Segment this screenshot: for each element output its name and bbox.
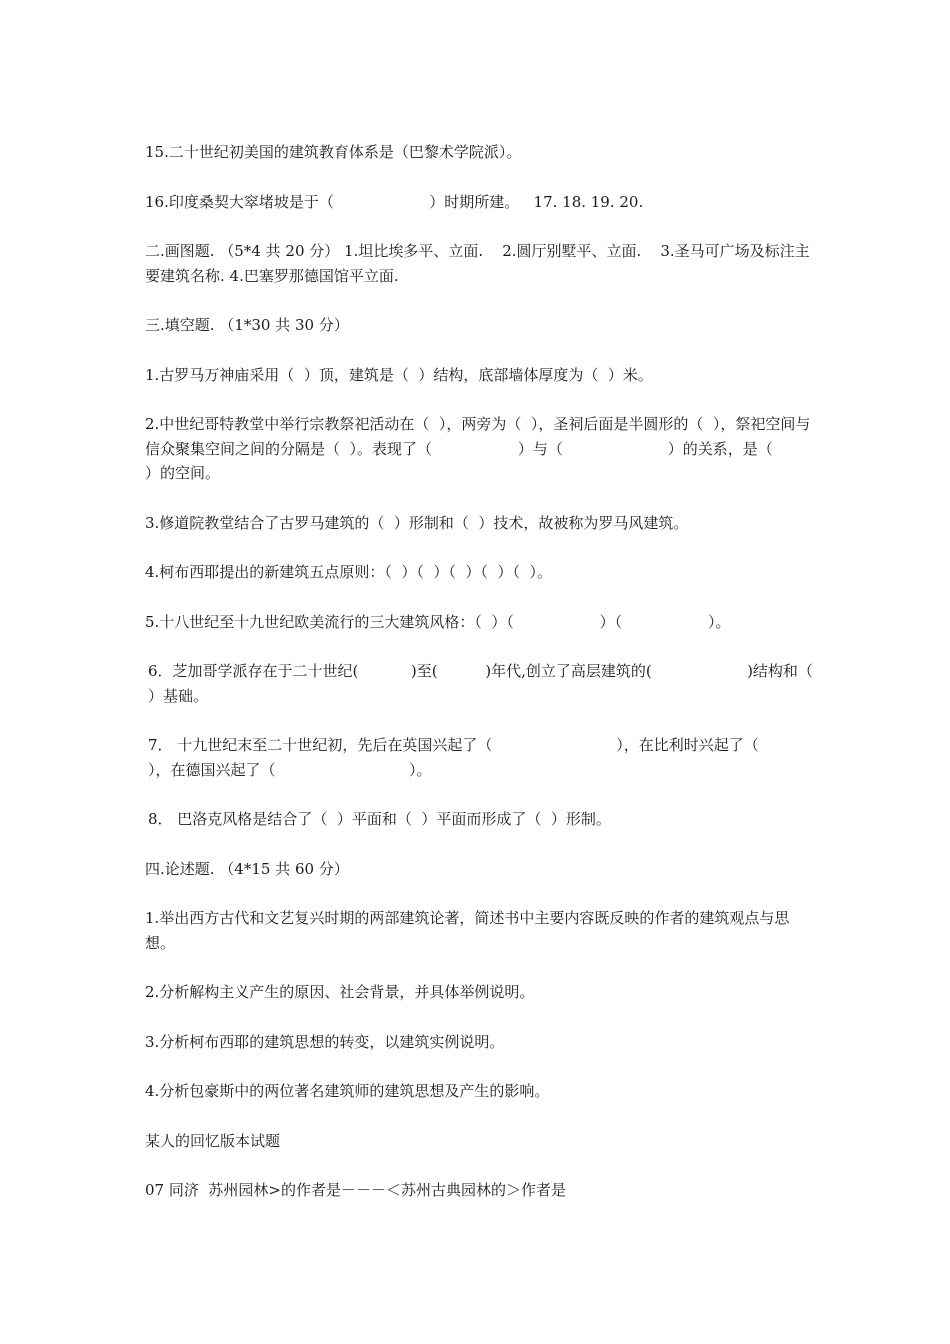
essay-question-3: 3.分析柯布西耶的建筑思想的转变，以建筑实例说明。 (145, 1032, 505, 1051)
question-16: 16.印度桑契大窣堵坡是于（ ）时期所建。 17. 18. 19. 20. (145, 192, 644, 211)
fill-question-4: 4.柯布西耶提出的新建筑五点原则：（ ）（ ）（ ）（ ）（ ）。 (145, 563, 552, 581)
recollection-heading: 某人的回忆版本试题 (145, 1131, 281, 1150)
fill-question-3: 3.修道院教堂结合了古罗马建筑的（ ）形制和（ ）技术，故被称为罗马风建筑。 (145, 513, 689, 532)
fill-question-8: 8． 巴洛克风格是结合了（ ）平面和（ ）平面而形成了（ ）形制。 (148, 810, 611, 828)
question-15: 15.二十世纪初美国的建筑教育体系是（巴黎术学院派）。 (145, 143, 522, 161)
section-drawing-heading: 二.画图题. （5*4 共 20 分） 1.坦比埃多平、立面. 2.圆厅别墅平、立面. 3.圣马可广场及标注主要建筑名称. 4.巴塞罗那德国馆平立面. (145, 242, 810, 285)
fill-question-7: 7． 十九世纪末至二十世纪初，先后在英国兴起了（ ），在比利时兴起了（ ），在德国兴起了（ ）。 (148, 736, 883, 779)
fill-question-6: 6．芝加哥学派存在于二十世纪( )至( )年代,创立了高层建筑的( )结构和（ ）基础。 (148, 662, 899, 705)
fill-question-5: 5.十八世纪至十九世纪欧美流行的三大建筑风格：（ ）（ ）（ ）。 (145, 612, 731, 631)
essay-question-4: 4.分析包豪斯中的两位著名建筑师的建筑思想及产生的影响。 (145, 1082, 550, 1100)
fill-question-1: 1.古罗马万神庙采用（ ）顶，建筑是（ ）结构，底部墙体厚度为（ ）米。 (145, 365, 653, 384)
section-essay-heading: 四.论述题. （4*15 共 60 分） (145, 859, 349, 878)
document-body (145, 140, 899, 1203)
section-fill-blank-heading: 三.填空题. （1*30 共 30 分） (145, 316, 349, 334)
essay-question-1: 1.举出西方古代和文艺复兴时期的两部建筑论著，简述书中主要内容既反映的作者的建筑观点与思想。 (145, 909, 790, 952)
essay-question-2: 2.分析解构主义产生的原因、社会背景，并具体举例说明。 (145, 983, 535, 1001)
tongji-2007-line: 07 同济 苏州园林>的作者是－－－＜苏州古典园林的＞作者是 (145, 1181, 566, 1199)
fill-question-2: 2.中世纪哥特教堂中举行宗教祭祀活动在（ ），两旁为（ ），圣祠后面是半圆形的（ ），祭祀空间与信众聚集空间之间的分隔是（ ）。表现了（ ）与（ ）的关系，是（ ）的空间。 (145, 415, 869, 482)
